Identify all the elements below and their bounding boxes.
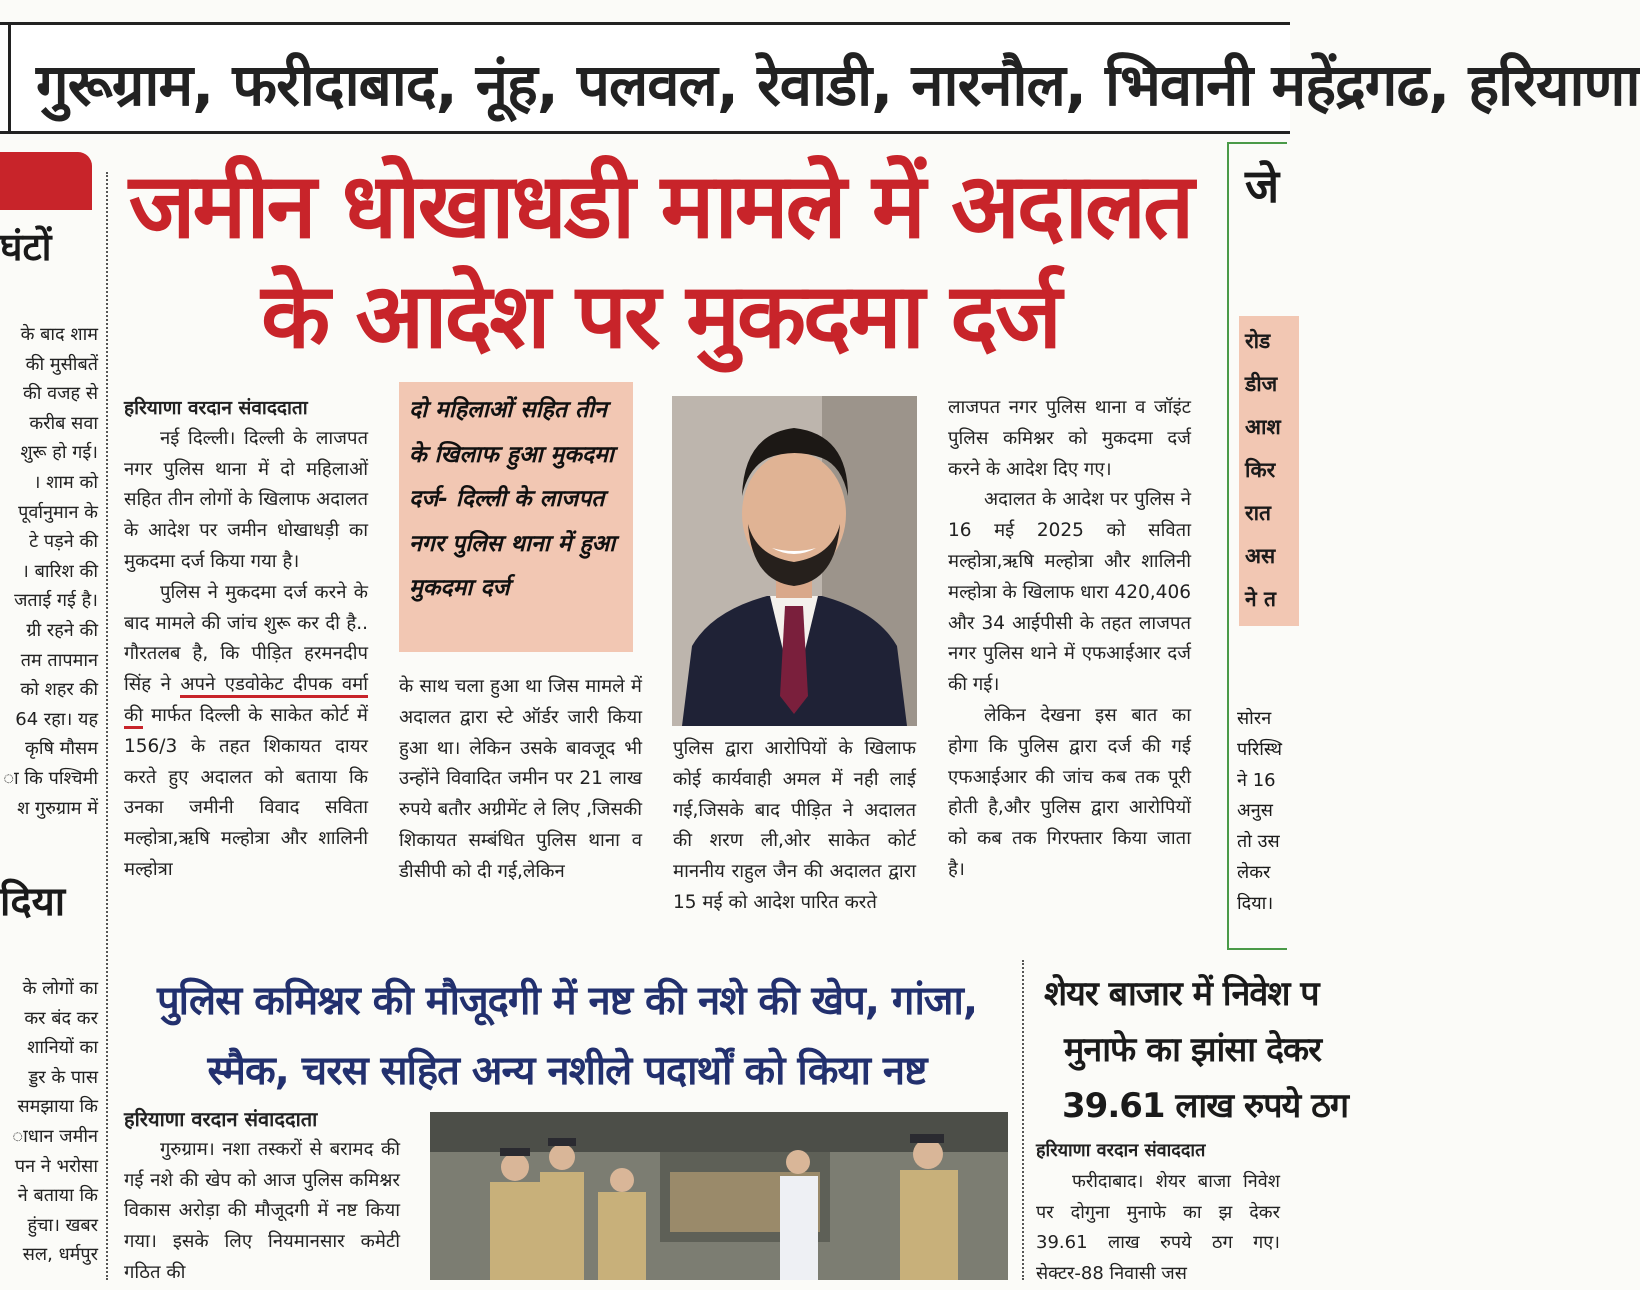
advocate-photo [672, 396, 917, 726]
right-story-frame [1227, 142, 1287, 950]
left-line: श गुरुग्राम में [17, 797, 98, 819]
drug-destruction-photo [430, 1112, 1008, 1280]
right-line: सोरन [1237, 708, 1272, 729]
left-line: शानियों का [27, 1037, 98, 1059]
third-story-text [1036, 1136, 1280, 1285]
col4-paragraph-2: अदालत के आदेश पर पुलिस ने 16 मई 2025 को सविता मल्होत्रा,ऋषि मल्होत्रा और शालिनी मल्होत्रा के खिलाफ धारा 420,406 और 34 आईपीसी के तहत लाजपत नगर पुलिस थाने में एफआईआर दर्ज की गई। [948, 489, 1191, 696]
left-line: ाधान जमीन [12, 1125, 98, 1147]
left-red-tab [0, 152, 92, 210]
col4-paragraph-1: लाजपत नगर पुलिस थाना व जॉइंट पुलिस कमिश्नर को मुकदमा दर्ज करने के आदेश दिए गए। [948, 397, 1191, 480]
left-line: पन ने भरोसा [14, 1155, 98, 1177]
left-line: जताई गई है। [14, 590, 98, 612]
left-heading: घंटों [0, 225, 52, 269]
masthead-bar [0, 22, 1640, 134]
right-text [1237, 704, 1282, 920]
second-paragraph: गुरुग्राम। नशा तस्करों से बरामद की गई नशे की खेप को आज पुलिस कमिश्नर विकास अरोड़ा की मौजूदगी में नष्ट किया गया। इसके लिए नियमानसार कमेटी गठित की [124, 1138, 400, 1283]
masthead-divider [8, 25, 11, 131]
right-box-line: रात [1245, 501, 1271, 525]
pull-quote-box: दो महिलाओं सहित तीन के खिलाफ हुआ मुकदमा दर्ज- दिल्ली के लाजपत नगर पुलिस थाना में हुआ मुकदमा दर्ज [399, 382, 633, 652]
right-line: दिया। [1237, 892, 1274, 914]
left-line: टे पड़ने की [29, 531, 98, 553]
left-line: सल, धर्मपुर [22, 1244, 98, 1266]
left-heading-2: दिया [0, 879, 66, 925]
third-headline-line3: 39.61 लाख रुपये ठग [1062, 1086, 1348, 1126]
third-byline: हरियाणा वरदान संवाददात [1036, 1140, 1206, 1161]
masthead-regions: गुरूग्राम, फरीदाबाद, नूंह, पलवल, रेवाडी, नारनौल, भिवानी महेंद्रगढ, हरियाणा [36, 51, 1640, 119]
left-line: कृषि मौसम [25, 738, 98, 760]
left-line: । बारिश की [22, 560, 98, 582]
second-byline: हरियाणा वरदान संवाददाता [124, 1107, 318, 1131]
main-story-column-3: पुलिस द्वारा आरोपियों के खिलाफ कोई कार्यवाही अमल में नही लाई गई,जिसके बाद पीड़ित ने अदालत की शरण ली,ओर साकेत कोर्ट माननीय राहुल जैन की अदालत द्वारा 15 मई को आदेश पारित करते [673, 738, 916, 913]
third-headline [1044, 966, 1348, 1134]
second-headline-line2: स्मैक, चरस सहित अन्य नशीले पदार्थों को किया नष्ट [207, 1048, 927, 1094]
main-paragraph-2 [124, 578, 368, 886]
underlined-advocate: अपने एडवोकेट दीपक वर्मा की [124, 674, 368, 729]
left-column-text-bottom [0, 974, 98, 1270]
second-story-text [124, 1104, 400, 1283]
left-line: ा कि पश्चिमी [3, 767, 98, 789]
left-line: समझाया कि [17, 1096, 98, 1118]
second-headline-line1: पुलिस कमिश्नर की मौजूदगी में नष्ट की नशे की खेप, गांजा, [156, 978, 978, 1024]
right-line: परिस्थि [1237, 738, 1283, 760]
right-box-line: अस [1245, 544, 1276, 568]
right-line: लेकर [1237, 861, 1271, 883]
main-story-column-4 [948, 393, 1191, 953]
main-paragraph-1: नई दिल्ली। दिल्ली के लाजपत नगर पुलिस थाना में दो महिलाओं सहित तीन लोगों के खिलाफ अदालत के आदेश पर जमीन धोखाधड़ी का मुकदमा दर्ज किया गया है। [124, 427, 368, 572]
left-line: शुरू हो गई। [20, 442, 98, 464]
left-line: की वजह से [22, 383, 98, 405]
police-officers-icon [430, 1112, 1008, 1280]
right-box-line: रोड [1245, 329, 1271, 353]
right-box-line: डीज [1245, 372, 1278, 396]
left-line: को शहर की [20, 679, 98, 701]
main-headline-line2: के आदेश पर मुकदमा दर्ज [261, 264, 1059, 369]
main-story-column-2: के साथ चला हुआ था जिस मामले में अदालत द्वारा स्टे ऑर्डर जारी किया हुआ था। लेकिन उसके बावजूद भी उन्होंने विवादित जमीन पर 21 लाख रुपये बतौर अग्रीमेंट ले लिए ,जिसकी शिकायत सम्बंधित पुलिस थाना व डीसीपी को दी गई,लेकिन [399, 676, 642, 882]
third-paragraph: फरीदाबाद। शेयर बाजा निवेश पर दोगुना मुनाफे का झ देकर 39.61 लाख रुपये ठग गए। सेक्टर-88 निवासी जस [1036, 1170, 1280, 1285]
left-line: 64 रहा। यह [15, 708, 98, 730]
main-paragraph-2-start: पुलिस ने मुकदमा दर्ज करने के बाद मामले की जांच शुरू कर दी है.. गौरतलब है, कि पीड़ित हरमनदीप सिंह ने [124, 581, 368, 696]
right-line: ने 16 [1237, 769, 1276, 791]
main-story-column-1 [124, 393, 368, 953]
person-portrait-icon [672, 396, 917, 726]
column-divider-left [106, 172, 108, 1280]
left-line: हुंचा। खबर [27, 1214, 98, 1236]
right-line: अनुस [1237, 800, 1273, 822]
right-headline-fragment: जे [1245, 159, 1280, 213]
left-line: पूर्वानुमान के [18, 501, 98, 523]
main-headline-line1: जमीन धोखाधडी मामले में अदालत [128, 154, 1192, 259]
main-byline: हरियाणा वरदान संवाददाता [124, 397, 308, 419]
left-column-text-top [0, 320, 98, 823]
left-line: ग्री रहने की [26, 619, 98, 641]
right-box-line: आश [1245, 415, 1281, 439]
left-line: कर बंद कर [24, 1007, 98, 1029]
left-line: की मुसीबतें [25, 353, 98, 375]
left-line: के लोगों का [22, 978, 98, 999]
col4-paragraph-3: लेकिन देखना इस बात का होगा कि पुलिस द्वारा दर्ज की गई एफआईआर की जांच कब तक पूरी होती है,और पुलिस द्वारा आरोपियों को कब तक गिरफ्तार किया जाता है। [948, 704, 1191, 880]
left-line: तम तापमान [20, 649, 98, 671]
right-line: तो उस [1237, 831, 1280, 853]
left-line: ने बताया कि [17, 1185, 98, 1207]
left-line: करीब सवा [29, 412, 98, 434]
column-divider-right [1022, 960, 1024, 1280]
third-headline-line2: मुनाफे का झांसा देकर [1064, 1030, 1322, 1070]
main-paragraph-2-end: मार्फत दिल्ली के साकेत कोर्ट में 156/3 के तहत शिकायत दायर करते हुए अदालत को बताया कि उनका जमीनी विवाद सविता मल्होत्रा,ऋषि मल्होत्रा और शालिनी मल्होत्रा [124, 704, 368, 880]
right-box-line: किर [1245, 458, 1276, 482]
left-line: ड्डर के पास [28, 1066, 98, 1088]
right-box-line: ने त [1245, 587, 1276, 611]
third-headline-line1: शेयर बाजार में निवेश प [1044, 974, 1319, 1014]
left-line: । शाम को [33, 471, 98, 493]
right-colored-box [1239, 316, 1299, 626]
left-line: के बाद शाम [20, 324, 98, 345]
